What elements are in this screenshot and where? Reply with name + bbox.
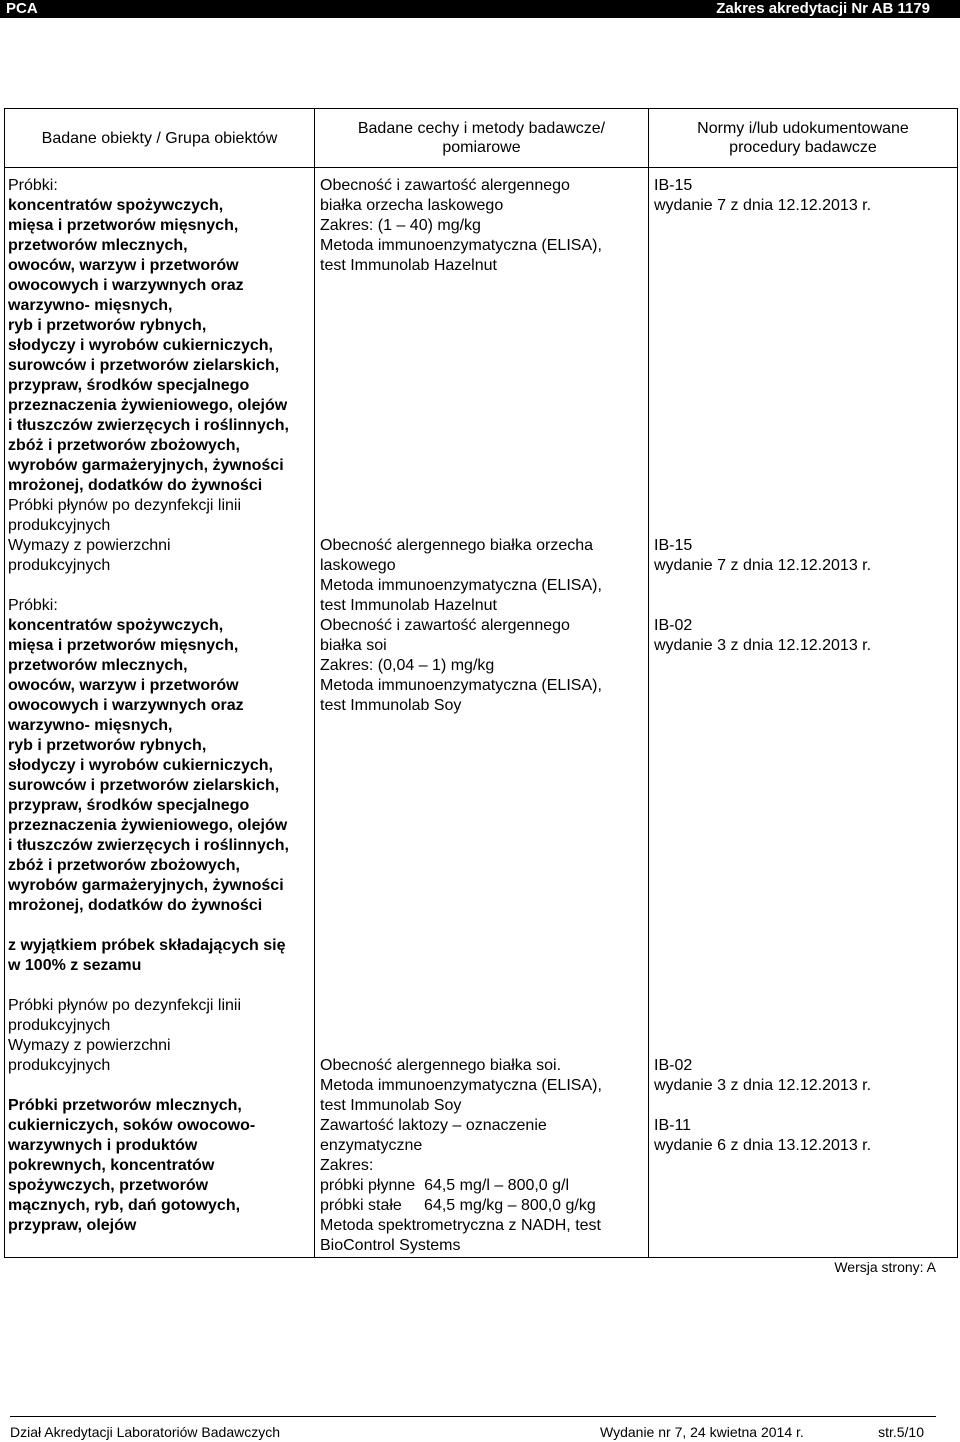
- text-line: IB-11: [654, 1117, 692, 1134]
- text-line: IB-02: [654, 617, 693, 634]
- text-line: z wyjątkiem próbek składających się: [8, 937, 286, 954]
- text-line: koncentratów spożywczych,: [8, 197, 224, 214]
- method-soy-content: [320, 616, 648, 1056]
- accreditation-table: [4, 108, 958, 1258]
- text-line: Próbki przetworów mlecznych,: [8, 1097, 242, 1114]
- objects-group-a: [8, 176, 314, 596]
- text-line: owocowych i warzywnych oraz: [8, 277, 244, 294]
- header-org: PCA: [6, 0, 38, 17]
- norm-ib02-a: [654, 616, 957, 1056]
- header-title: Zakres akredytacji Nr AB 1179: [716, 0, 930, 17]
- text-line: Metoda immunoenzymatyczna (ELISA),: [320, 237, 602, 254]
- text-line: ryb i przetworów rybnych,: [8, 737, 207, 754]
- text-line: wydanie 3 z dnia 12.12.2013 r.: [654, 637, 872, 654]
- text-line: test Immunolab Hazelnut: [320, 597, 497, 614]
- text-line: Metoda immunoenzymatyczna (ELISA),: [320, 577, 602, 594]
- text-line: przypraw, środków specjalnego: [8, 377, 250, 394]
- text-line: mrożonej, dodatków do żywności: [8, 477, 263, 494]
- objects-cell: [5, 168, 315, 1258]
- text-line: przeznaczenia żywieniowego, olejów: [8, 817, 288, 834]
- text-line: mącznych, ryb, dań gotowych,: [8, 1197, 241, 1214]
- header-methods: Badane cechy i metody badawcze/ pomiarowe: [315, 109, 649, 168]
- text-line: pokrewnych, koncentratów: [8, 1157, 215, 1174]
- text-line: próbki stałe 64,5 mg/kg – 800,0 g/kg: [320, 1197, 596, 1214]
- text-line: przypraw, olejów: [8, 1217, 137, 1234]
- method-hazelnut-content: [320, 176, 648, 536]
- text-line: Metoda immunoenzymatyczna (ELISA),: [320, 677, 602, 694]
- text-line: warzywno- mięsnych,: [8, 297, 173, 314]
- text-line: test Immunolab Soy: [320, 1097, 462, 1114]
- text-line: BioControl Systems: [320, 1237, 461, 1254]
- text-line: IB-02: [654, 1057, 693, 1074]
- objects-exception: [8, 936, 314, 996]
- text-line: Zawartość laktozy – oznaczenie: [320, 1117, 547, 1134]
- text-line: Obecność i zawartość alergennego: [320, 617, 570, 634]
- text-line: Próbki:: [8, 177, 58, 194]
- text-line: Próbki płynów po dezynfekcji linii: [8, 997, 241, 1014]
- text-line: owoców, warzyw i przetworów: [8, 677, 239, 694]
- text-line: IB-15: [654, 177, 693, 194]
- text-line: Wymazy z powierzchni: [8, 537, 171, 554]
- text-line: zbóż i przetworów zbożowych,: [8, 857, 240, 874]
- text-line: wydanie 6 z dnia 13.12.2013 r.: [654, 1137, 872, 1154]
- footer-department: Dział Akredytacji Laboratoriów Badawczych: [10, 1424, 281, 1440]
- text-line: Zakres: (1 – 40) mg/kg: [320, 217, 481, 234]
- text-line: wyrobów garmażeryjnych, żywności: [8, 457, 284, 474]
- table-row: [5, 168, 958, 1258]
- text-line: koncentratów spożywczych,: [8, 617, 224, 634]
- text-line: spożywczych, przetworów: [8, 1177, 209, 1194]
- method-soy-presence: [320, 1056, 648, 1116]
- text-line: mięsa i przetworów mięsnych,: [8, 637, 239, 654]
- method-lactose: [320, 1116, 648, 1256]
- text-line: mięsa i przetworów mięsnych,: [8, 217, 239, 234]
- objects-group-e: [8, 1096, 314, 1236]
- footer-edition: Wydanie nr 7, 24 kwietna 2014 r.: [600, 1424, 804, 1440]
- text-line: owoców, warzyw i przetworów: [8, 257, 239, 274]
- text-line: surowców i przetworów zielarskich,: [8, 777, 280, 794]
- norm-ib15-b: [654, 536, 957, 616]
- text-line: słodyczy i wyrobów cukierniczych,: [8, 337, 273, 354]
- text-line: Próbki płynów po dezynfekcji linii: [8, 497, 241, 514]
- text-line: cukierniczych, soków owocowo-: [8, 1117, 256, 1134]
- text-line: mrożonej, dodatków do żywności: [8, 897, 263, 914]
- text-line: test Immunolab Hazelnut: [320, 257, 497, 274]
- text-line: Zakres:: [320, 1157, 374, 1174]
- text-line: produkcyjnych: [8, 557, 111, 574]
- norm-ib02-b: [654, 1056, 957, 1116]
- norm-ib11: [654, 1116, 957, 1156]
- text-line: wydanie 3 z dnia 12.12.2013 r.: [654, 1077, 872, 1094]
- methods-cell: [315, 168, 649, 1258]
- text-line: owocowych i warzywnych oraz: [8, 697, 244, 714]
- text-line: przetworów mlecznych,: [8, 237, 188, 254]
- text-line: Obecność alergennego białka orzecha: [320, 537, 594, 554]
- text-line: produkcyjnych: [8, 517, 111, 534]
- text-line: wydanie 7 z dnia 12.12.2013 r.: [654, 557, 872, 574]
- header-norms: Normy i/lub udokumentowane procedury badawcze: [649, 109, 958, 168]
- text-line: Metoda immunoenzymatyczna (ELISA),: [320, 1077, 602, 1094]
- objects-group-d: [8, 996, 314, 1096]
- text-line: próbki płynne 64,5 mg/l – 800,0 g/l: [320, 1177, 570, 1194]
- table-header-row: [5, 109, 958, 168]
- text-line: Próbki:: [8, 597, 58, 614]
- text-line: Obecność alergennego białka soi.: [320, 1057, 562, 1074]
- text-line: i tłuszczów zwierzęcych i roślinnych,: [8, 417, 289, 434]
- text-line: test Immunolab Soy: [320, 697, 462, 714]
- text-line: laskowego: [320, 557, 396, 574]
- text-line: wydanie 7 z dnia 12.12.2013 r.: [654, 197, 872, 214]
- text-line: zbóż i przetworów zbożowych,: [8, 437, 240, 454]
- norm-ib15-a: [654, 176, 957, 536]
- objects-group-b: [8, 596, 314, 936]
- text-line: enzymatyczne: [320, 1137, 423, 1154]
- text-line: przypraw, środków specjalnego: [8, 797, 250, 814]
- footer-page-number: str.5/10: [878, 1424, 924, 1440]
- text-line: w 100% z sezamu: [8, 957, 142, 974]
- text-line: słodyczy i wyrobów cukierniczych,: [8, 757, 273, 774]
- text-line: przetworów mlecznych,: [8, 657, 188, 674]
- text-line: Wymazy z powierzchni: [8, 1037, 171, 1054]
- footer-divider: [10, 1416, 936, 1417]
- text-line: i tłuszczów zwierzęcych i roślinnych,: [8, 837, 289, 854]
- text-line: warzywnych i produktów: [8, 1137, 198, 1154]
- text-line: przeznaczenia żywieniowego, olejów: [8, 397, 288, 414]
- text-line: białka orzecha laskowego: [320, 197, 504, 214]
- page-version: Wersja strony: A: [834, 1259, 936, 1275]
- norms-cell: [649, 168, 958, 1258]
- text-line: ryb i przetworów rybnych,: [8, 317, 207, 334]
- text-line: warzywno- mięsnych,: [8, 717, 173, 734]
- text-line: IB-15: [654, 537, 693, 554]
- text-line: Obecność i zawartość alergennego: [320, 177, 570, 194]
- text-line: Metoda spektrometryczna z NADH, test: [320, 1217, 601, 1234]
- text-line: wyrobów garmażeryjnych, żywności: [8, 877, 284, 894]
- page-header-bar: [0, 0, 960, 18]
- text-line: produkcyjnych: [8, 1017, 111, 1034]
- text-line: produkcyjnych: [8, 1057, 111, 1074]
- method-hazelnut-presence: [320, 536, 648, 616]
- text-line: Zakres: (0,04 – 1) mg/kg: [320, 657, 495, 674]
- text-line: surowców i przetworów zielarskich,: [8, 357, 280, 374]
- header-objects: Badane obiekty / Grupa obiektów: [5, 109, 315, 168]
- text-line: białka soi: [320, 637, 387, 654]
